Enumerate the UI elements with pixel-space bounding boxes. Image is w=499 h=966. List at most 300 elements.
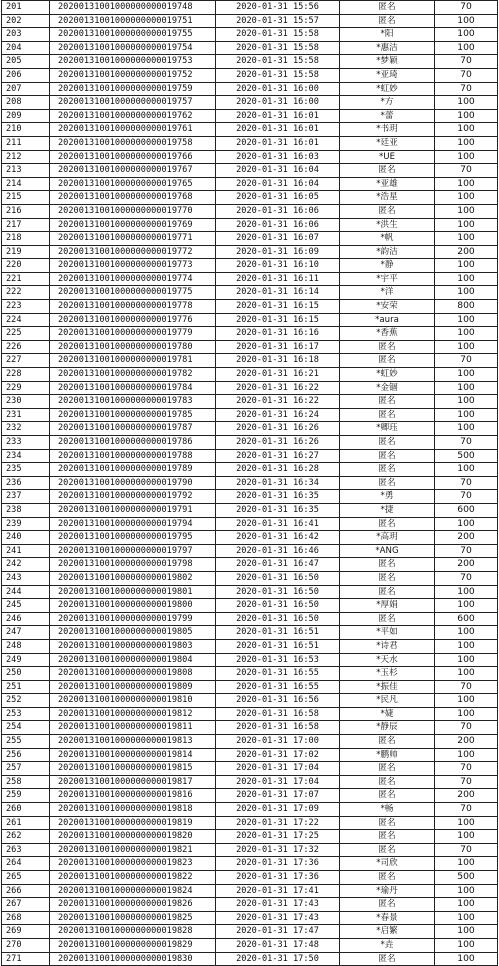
row-index-cell: 202 (2, 14, 50, 28)
row-index-cell: 222 (2, 286, 50, 300)
time-cell: 2020-01-31 16:41 (216, 517, 340, 531)
row-index-cell: 251 (2, 680, 50, 694)
amount-cell: 200 (435, 531, 498, 545)
row-index-cell: 256 (2, 748, 50, 762)
time-cell: 2020-01-31 17:41 (216, 884, 340, 898)
donor-name-cell: 匿名 (340, 436, 435, 450)
row-index-cell: 246 (2, 612, 50, 626)
row-index-cell: 244 (2, 585, 50, 599)
time-cell: 2020-01-31 16:07 (216, 232, 340, 246)
row-index-cell: 238 (2, 503, 50, 517)
order-number-cell: 20200131001000000000019784 (50, 381, 216, 395)
table-row (2, 449, 498, 463)
amount-cell: 100 (435, 218, 498, 232)
amount-cell: 70 (435, 571, 498, 585)
row-index-cell: 203 (2, 28, 50, 42)
time-cell: 2020-01-31 17:43 (216, 911, 340, 925)
time-cell: 2020-01-31 17:04 (216, 762, 340, 776)
amount-cell: 200 (435, 245, 498, 259)
row-index-cell: 210 (2, 123, 50, 137)
donor-name-cell: *梦颖 (340, 55, 435, 69)
amount-cell: 70 (435, 164, 498, 178)
amount-cell: 100 (435, 41, 498, 55)
donor-name-cell: 匿名 (340, 871, 435, 885)
donor-name-cell: 匿名 (340, 1, 435, 15)
time-cell: 2020-01-31 16:15 (216, 313, 340, 327)
row-index-cell: 216 (2, 204, 50, 218)
donor-name-cell: 匿名 (340, 775, 435, 789)
donor-name-cell: *亚雄 (340, 177, 435, 191)
amount-cell: 100 (435, 938, 498, 952)
donor-name-cell: *洪生 (340, 218, 435, 232)
order-number-cell: 20200131001000000000019825 (50, 911, 216, 925)
table-row (2, 857, 498, 871)
amount-cell: 100 (435, 368, 498, 382)
time-cell: 2020-01-31 16:35 (216, 503, 340, 517)
order-number-cell: 20200131001000000000019767 (50, 164, 216, 178)
amount-cell: 200 (435, 558, 498, 572)
table-row (2, 232, 498, 246)
order-number-cell: 20200131001000000000019830 (50, 952, 216, 966)
amount-cell: 70 (435, 476, 498, 490)
order-number-cell: 20200131001000000000019789 (50, 463, 216, 477)
order-number-cell: 20200131001000000000019820 (50, 830, 216, 844)
amount-cell: 100 (435, 694, 498, 708)
row-index-cell: 231 (2, 408, 50, 422)
time-cell: 2020-01-31 16:28 (216, 463, 340, 477)
table-row (2, 938, 498, 952)
order-number-cell: 20200131001000000000019779 (50, 327, 216, 341)
amount-cell: 100 (435, 259, 498, 273)
donor-name-cell: 匿名 (340, 14, 435, 28)
amount-cell: 500 (435, 449, 498, 463)
donor-name-cell: *玉杉 (340, 667, 435, 681)
table-row (2, 191, 498, 205)
row-index-cell: 211 (2, 136, 50, 150)
order-number-cell: 20200131001000000000019759 (50, 82, 216, 96)
order-number-cell: 20200131001000000000019751 (50, 14, 216, 28)
time-cell: 2020-01-31 16:34 (216, 476, 340, 490)
time-cell: 2020-01-31 17:36 (216, 871, 340, 885)
order-number-cell: 20200131001000000000019819 (50, 816, 216, 830)
table-row (2, 775, 498, 789)
amount-cell: 800 (435, 300, 498, 314)
donor-name-cell: 匿名 (340, 952, 435, 966)
order-number-cell: 20200131001000000000019823 (50, 857, 216, 871)
donor-name-cell: *厚娟 (340, 599, 435, 613)
table-row (2, 803, 498, 817)
row-index-cell: 230 (2, 395, 50, 409)
table-row (2, 245, 498, 259)
order-number-cell: 20200131001000000000019757 (50, 96, 216, 110)
donor-name-cell: *静 (340, 259, 435, 273)
order-number-cell: 20200131001000000000019808 (50, 667, 216, 681)
table-row (2, 14, 498, 28)
amount-cell: 100 (435, 898, 498, 912)
time-cell: 2020-01-31 16:04 (216, 177, 340, 191)
row-index-cell: 243 (2, 571, 50, 585)
amount-cell: 100 (435, 816, 498, 830)
row-index-cell: 212 (2, 150, 50, 164)
order-number-cell: 20200131001000000000019813 (50, 735, 216, 749)
order-number-cell: 20200131001000000000019828 (50, 925, 216, 939)
amount-cell: 70 (435, 803, 498, 817)
row-index-cell: 267 (2, 898, 50, 912)
time-cell: 2020-01-31 17:25 (216, 830, 340, 844)
donor-name-cell: 匿名 (340, 204, 435, 218)
table-row (2, 354, 498, 368)
order-number-cell: 20200131001000000000019780 (50, 340, 216, 354)
table-row (2, 436, 498, 450)
amount-cell: 100 (435, 884, 498, 898)
donation-table (1, 0, 498, 966)
table-row (2, 300, 498, 314)
order-number-cell: 20200131001000000000019826 (50, 898, 216, 912)
donor-name-cell: *安荣 (340, 300, 435, 314)
row-index-cell: 254 (2, 721, 50, 735)
donor-name-cell: *虹妙 (340, 368, 435, 382)
order-number-cell: 20200131001000000000019815 (50, 762, 216, 776)
time-cell: 2020-01-31 16:06 (216, 204, 340, 218)
donor-name-cell: 匿名 (340, 789, 435, 803)
table-row (2, 789, 498, 803)
time-cell: 2020-01-31 17:09 (216, 803, 340, 817)
time-cell: 2020-01-31 17:22 (216, 816, 340, 830)
time-cell: 2020-01-31 17:02 (216, 748, 340, 762)
row-index-cell: 263 (2, 843, 50, 857)
amount-cell: 100 (435, 707, 498, 721)
time-cell: 2020-01-31 16:15 (216, 300, 340, 314)
donor-name-cell: *平如 (340, 626, 435, 640)
table-row (2, 490, 498, 504)
amount-cell: 100 (435, 313, 498, 327)
order-number-cell: 20200131001000000000019770 (50, 204, 216, 218)
table-row (2, 422, 498, 436)
donor-name-cell: *浩星 (340, 191, 435, 205)
donor-name-cell: *惠洁 (340, 41, 435, 55)
time-cell: 2020-01-31 16:50 (216, 585, 340, 599)
row-index-cell: 207 (2, 82, 50, 96)
time-cell: 2020-01-31 16:55 (216, 667, 340, 681)
donor-name-cell: 匿名 (340, 830, 435, 844)
table-row (2, 368, 498, 382)
donor-name-cell: *香蕉 (340, 327, 435, 341)
time-cell: 2020-01-31 16:06 (216, 218, 340, 232)
time-cell: 2020-01-31 16:50 (216, 599, 340, 613)
row-index-cell: 206 (2, 68, 50, 82)
table-row (2, 653, 498, 667)
amount-cell: 100 (435, 286, 498, 300)
order-number-cell: 20200131001000000000019769 (50, 218, 216, 232)
row-index-cell: 245 (2, 599, 50, 613)
amount-cell: 100 (435, 381, 498, 395)
table-row (2, 571, 498, 585)
donor-name-cell: *亚琦 (340, 68, 435, 82)
table-row (2, 680, 498, 694)
row-index-cell: 218 (2, 232, 50, 246)
donor-name-cell: *洋 (340, 286, 435, 300)
donor-name-cell: 匿名 (340, 735, 435, 749)
donor-name-cell: *诗君 (340, 639, 435, 653)
order-number-cell: 20200131001000000000019824 (50, 884, 216, 898)
time-cell: 2020-01-31 16:27 (216, 449, 340, 463)
table-row (2, 748, 498, 762)
order-number-cell: 20200131001000000000019805 (50, 626, 216, 640)
row-index-cell: 232 (2, 422, 50, 436)
row-index-cell: 242 (2, 558, 50, 572)
table-row (2, 82, 498, 96)
donor-name-cell: *启繁 (340, 925, 435, 939)
time-cell: 2020-01-31 16:51 (216, 639, 340, 653)
table-row (2, 612, 498, 626)
amount-cell: 70 (435, 354, 498, 368)
donor-name-cell: *振佳 (340, 680, 435, 694)
amount-cell: 70 (435, 680, 498, 694)
table-row (2, 218, 498, 232)
order-number-cell: 20200131001000000000019754 (50, 41, 216, 55)
table-row (2, 707, 498, 721)
order-number-cell: 20200131001000000000019753 (50, 55, 216, 69)
table-row (2, 164, 498, 178)
row-index-cell: 228 (2, 368, 50, 382)
table-row (2, 639, 498, 653)
table-row (2, 544, 498, 558)
time-cell: 2020-01-31 16:00 (216, 96, 340, 110)
donor-name-cell: *司欣 (340, 857, 435, 871)
table-row (2, 136, 498, 150)
time-cell: 2020-01-31 15:58 (216, 68, 340, 82)
amount-cell: 100 (435, 272, 498, 286)
order-number-cell: 20200131001000000000019817 (50, 775, 216, 789)
row-index-cell: 227 (2, 354, 50, 368)
donor-name-cell: *瑜丹 (340, 884, 435, 898)
row-index-cell: 214 (2, 177, 50, 191)
donor-name-cell: *春景 (340, 911, 435, 925)
order-number-cell: 20200131001000000000019752 (50, 68, 216, 82)
row-index-cell: 235 (2, 463, 50, 477)
donor-name-cell: 匿名 (340, 816, 435, 830)
row-index-cell: 237 (2, 490, 50, 504)
order-number-cell: 20200131001000000000019811 (50, 721, 216, 735)
amount-cell: 70 (435, 1, 498, 15)
table-row (2, 41, 498, 55)
donation-table-body (2, 1, 498, 966)
row-index-cell: 240 (2, 531, 50, 545)
time-cell: 2020-01-31 16:47 (216, 558, 340, 572)
time-cell: 2020-01-31 16:03 (216, 150, 340, 164)
time-cell: 2020-01-31 17:48 (216, 938, 340, 952)
donor-name-cell: 匿名 (340, 612, 435, 626)
row-index-cell: 226 (2, 340, 50, 354)
row-index-cell: 213 (2, 164, 50, 178)
order-number-cell: 20200131001000000000019803 (50, 639, 216, 653)
table-row (2, 925, 498, 939)
time-cell: 2020-01-31 15:57 (216, 14, 340, 28)
amount-cell: 70 (435, 68, 498, 82)
time-cell: 2020-01-31 16:22 (216, 381, 340, 395)
row-index-cell: 271 (2, 952, 50, 966)
amount-cell: 100 (435, 585, 498, 599)
table-row (2, 408, 498, 422)
amount-cell: 100 (435, 830, 498, 844)
amount-cell: 100 (435, 109, 498, 123)
table-row (2, 28, 498, 42)
donor-name-cell: *方 (340, 96, 435, 110)
row-index-cell: 223 (2, 300, 50, 314)
amount-cell: 100 (435, 191, 498, 205)
order-number-cell: 20200131001000000000019778 (50, 300, 216, 314)
order-number-cell: 20200131001000000000019775 (50, 286, 216, 300)
time-cell: 2020-01-31 16:46 (216, 544, 340, 558)
table-row (2, 55, 498, 69)
order-number-cell: 20200131001000000000019795 (50, 531, 216, 545)
amount-cell: 600 (435, 612, 498, 626)
table-row (2, 599, 498, 613)
row-index-cell: 249 (2, 653, 50, 667)
time-cell: 2020-01-31 16:55 (216, 680, 340, 694)
table-row (2, 340, 498, 354)
row-index-cell: 259 (2, 789, 50, 803)
table-row (2, 735, 498, 749)
row-index-cell: 219 (2, 245, 50, 259)
donor-name-cell: 匿名 (340, 558, 435, 572)
row-index-cell: 252 (2, 694, 50, 708)
amount-cell: 100 (435, 136, 498, 150)
amount-cell: 70 (435, 490, 498, 504)
donor-name-cell: 匿名 (340, 408, 435, 422)
order-number-cell: 20200131001000000000019802 (50, 571, 216, 585)
time-cell: 2020-01-31 16:26 (216, 422, 340, 436)
time-cell: 2020-01-31 15:58 (216, 41, 340, 55)
time-cell: 2020-01-31 16:24 (216, 408, 340, 422)
row-index-cell: 225 (2, 327, 50, 341)
order-number-cell: 20200131001000000000019821 (50, 843, 216, 857)
order-number-cell: 20200131001000000000019791 (50, 503, 216, 517)
amount-cell: 200 (435, 735, 498, 749)
time-cell: 2020-01-31 16:00 (216, 82, 340, 96)
table-row (2, 667, 498, 681)
order-number-cell: 20200131001000000000019829 (50, 938, 216, 952)
table-row (2, 476, 498, 490)
time-cell: 2020-01-31 16:22 (216, 395, 340, 409)
order-number-cell: 20200131001000000000019797 (50, 544, 216, 558)
time-cell: 2020-01-31 16:17 (216, 340, 340, 354)
donor-name-cell: *卿珏 (340, 422, 435, 436)
order-number-cell: 20200131001000000000019768 (50, 191, 216, 205)
amount-cell: 70 (435, 762, 498, 776)
donor-name-cell: *韵洁 (340, 245, 435, 259)
donor-name-cell: *金锢 (340, 381, 435, 395)
order-number-cell: 20200131001000000000019785 (50, 408, 216, 422)
amount-cell: 200 (435, 789, 498, 803)
table-row (2, 816, 498, 830)
order-number-cell: 20200131001000000000019781 (50, 354, 216, 368)
table-row (2, 272, 498, 286)
amount-cell: 70 (435, 544, 498, 558)
amount-cell: 70 (435, 843, 498, 857)
time-cell: 2020-01-31 17:36 (216, 857, 340, 871)
amount-cell: 100 (435, 123, 498, 137)
time-cell: 2020-01-31 17:43 (216, 898, 340, 912)
amount-cell: 500 (435, 871, 498, 885)
donor-name-cell: 匿名 (340, 898, 435, 912)
row-index-cell: 268 (2, 911, 50, 925)
order-number-cell: 20200131001000000000019804 (50, 653, 216, 667)
table-row (2, 259, 498, 273)
amount-cell: 100 (435, 653, 498, 667)
time-cell: 2020-01-31 15:56 (216, 1, 340, 15)
table-row (2, 694, 498, 708)
row-index-cell: 233 (2, 436, 50, 450)
table-row (2, 503, 498, 517)
row-index-cell: 257 (2, 762, 50, 776)
amount-cell: 100 (435, 150, 498, 164)
order-number-cell: 20200131001000000000019794 (50, 517, 216, 531)
row-index-cell: 253 (2, 707, 50, 721)
amount-cell: 100 (435, 232, 498, 246)
time-cell: 2020-01-31 16:10 (216, 259, 340, 273)
donor-name-cell: *婕 (340, 707, 435, 721)
table-row (2, 721, 498, 735)
row-index-cell: 220 (2, 259, 50, 273)
time-cell: 2020-01-31 16:21 (216, 368, 340, 382)
table-row (2, 531, 498, 545)
donor-name-cell: *静辰 (340, 721, 435, 735)
amount-cell: 100 (435, 177, 498, 191)
time-cell: 2020-01-31 16:35 (216, 490, 340, 504)
time-cell: 2020-01-31 17:00 (216, 735, 340, 749)
donor-name-cell: 匿名 (340, 354, 435, 368)
order-number-cell: 20200131001000000000019798 (50, 558, 216, 572)
donor-name-cell: *勇 (340, 490, 435, 504)
donor-name-cell: *书玥 (340, 123, 435, 137)
row-index-cell: 262 (2, 830, 50, 844)
order-number-cell: 20200131001000000000019761 (50, 123, 216, 137)
time-cell: 2020-01-31 17:32 (216, 843, 340, 857)
amount-cell: 70 (435, 55, 498, 69)
amount-cell: 100 (435, 28, 498, 42)
amount-cell: 100 (435, 925, 498, 939)
time-cell: 2020-01-31 16:58 (216, 707, 340, 721)
amount-cell: 100 (435, 952, 498, 966)
order-number-cell: 20200131001000000000019786 (50, 436, 216, 450)
row-index-cell: 208 (2, 96, 50, 110)
row-index-cell: 229 (2, 381, 50, 395)
table-row (2, 830, 498, 844)
row-index-cell: 269 (2, 925, 50, 939)
order-number-cell: 20200131001000000000019812 (50, 707, 216, 721)
row-index-cell: 264 (2, 857, 50, 871)
time-cell: 2020-01-31 16:56 (216, 694, 340, 708)
row-index-cell: 201 (2, 1, 50, 15)
amount-cell: 100 (435, 340, 498, 354)
table-row (2, 517, 498, 531)
time-cell: 2020-01-31 16:04 (216, 164, 340, 178)
amount-cell: 100 (435, 517, 498, 531)
time-cell: 2020-01-31 16:11 (216, 272, 340, 286)
amount-cell: 100 (435, 408, 498, 422)
table-row (2, 327, 498, 341)
order-number-cell: 20200131001000000000019814 (50, 748, 216, 762)
donor-name-cell: *蕾 (340, 109, 435, 123)
row-index-cell: 234 (2, 449, 50, 463)
donor-name-cell: 匿名 (340, 395, 435, 409)
table-row (2, 952, 498, 966)
donor-name-cell: *宇平 (340, 272, 435, 286)
time-cell: 2020-01-31 16:01 (216, 123, 340, 137)
time-cell: 2020-01-31 16:16 (216, 327, 340, 341)
row-index-cell: 209 (2, 109, 50, 123)
